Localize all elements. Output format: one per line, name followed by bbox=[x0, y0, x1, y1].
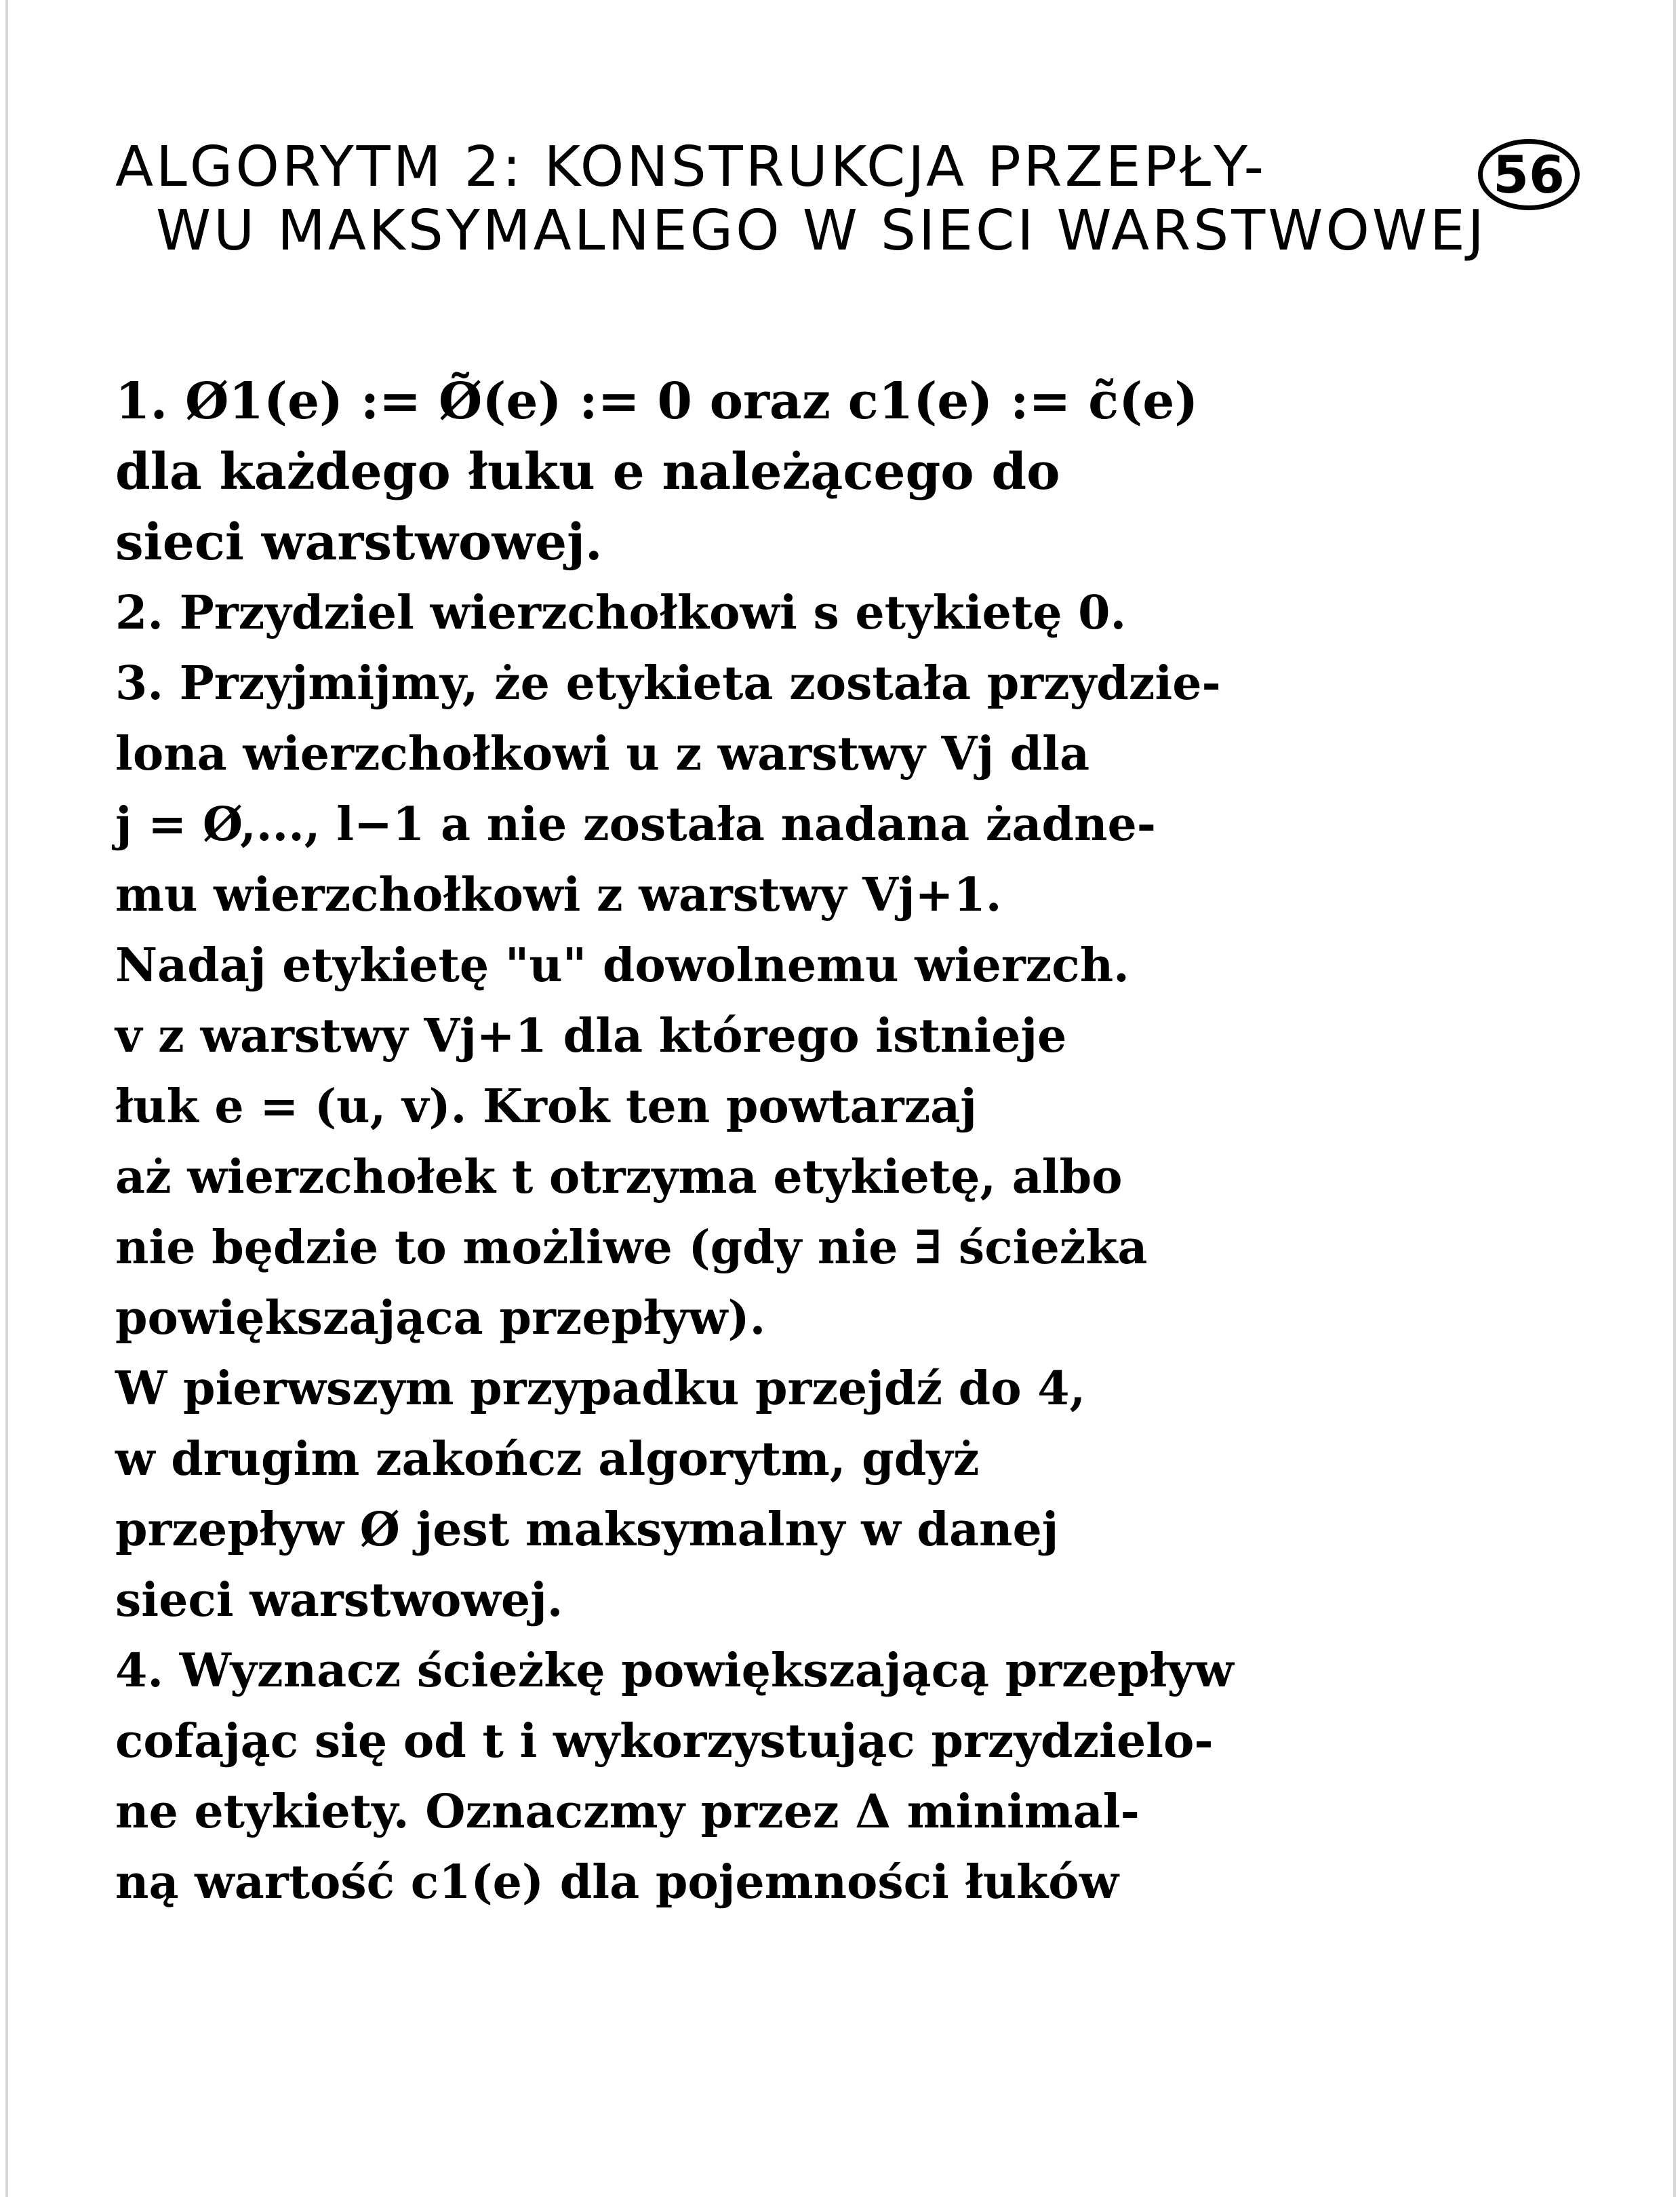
scan-edge-left bbox=[5, 0, 8, 2197]
step-4: 4. Wyznacz ścieżkę powiększającą przepływ cofając się od t i wykorzystując przydzielo- ne etykiety. Oznaczmy przez Δ minimal- ną wartość c1(e) dla pojemności łuków bbox=[115, 1644, 1234, 1909]
step-1: 1. Ø1(e) := Ø̃(e) := 0 oraz c1(e) := c̃(e) dla każdego łuku e należącego do sieci warstwowej. bbox=[115, 372, 1199, 572]
step-3: 3. Przyjmijmy, że etykieta została przydzie- lona wierzchołkowi u z warstwy Vj dla j = Ø,..., l−1 a nie została nadana żadne- mu wierzchołkowi z warstwy Vj+1. Nadaj etykietę "u" dowolnemu wierzch. v z warstwy Vj+1 dla którego istnieje łuk e = (u, v). Krok ten powtarzaj aż wierzchołek t otrzyma etykietę, albo nie będzie to możliwe (gdy nie ∃ ścieżka powiększająca przepływ). W pierwszym przypadku przejdź do 4, w drugim zakończ algorytm, gdyż przepływ Ø jest maksymalny w danej sieci warstwowej. bbox=[115, 656, 1221, 1627]
title-line-2: WU MAKSYMALNEGO W SIECI WARSTWOWEJ bbox=[156, 199, 1487, 264]
algorithm-steps bbox=[115, 366, 1566, 1918]
step-2: 2. Przydziel wierzchołkowi s etykietę 0. bbox=[115, 586, 1127, 640]
page-title bbox=[115, 136, 1573, 264]
title-line-1: ALGORYTM 2: KONSTRUKCJA PRZEPŁY- bbox=[115, 135, 1267, 199]
scan-edge-right bbox=[1673, 0, 1676, 2197]
page-number-circle: 56 bbox=[1478, 139, 1580, 210]
